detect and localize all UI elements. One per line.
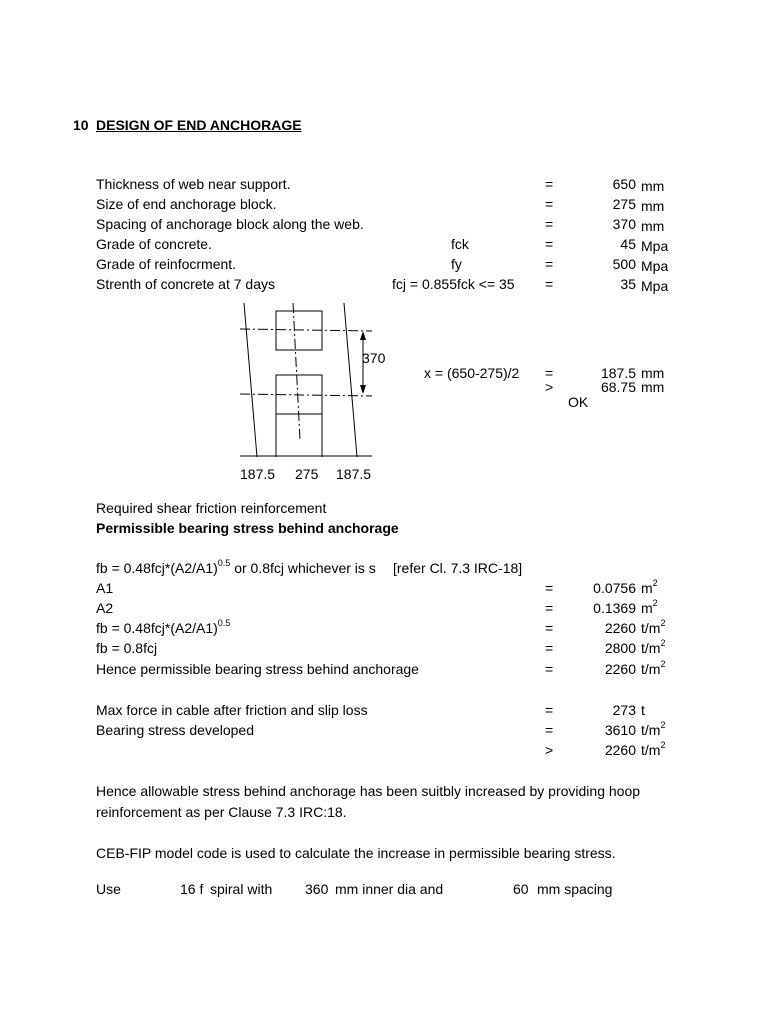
inner-dia-text: mm inner dia and — [335, 881, 444, 897]
param-value: 275 — [612, 196, 636, 212]
param-symbol: fck — [451, 236, 469, 252]
bearing-heading: Permissible bearing stress behind anchorage — [96, 520, 399, 536]
bearing-unit-base: m — [641, 580, 653, 596]
bearing-unit-exponent: 2 — [660, 638, 666, 649]
fb-formula — [96, 560, 376, 576]
paragraph-cebfip: CEB-FIP model code is used to calculate the increase in permissible bearing stress. — [96, 845, 616, 861]
bearing-label — [96, 620, 230, 636]
arrowhead-up-icon — [360, 331, 366, 340]
x-compare: > — [545, 379, 554, 395]
fb-formula-exponent: 0.5 — [217, 558, 231, 569]
bearing-eq: = — [545, 661, 554, 677]
bearing-label: A1 — [96, 580, 114, 596]
force-unit — [641, 722, 665, 738]
bearing-unit-base: t/m — [641, 661, 661, 677]
param-unit: Mpa — [641, 238, 669, 254]
bearing-unit-base: m — [641, 600, 653, 616]
spacing-text: mm spacing — [537, 881, 613, 897]
force-unit-exponent: 2 — [660, 740, 666, 751]
param-value: 500 — [612, 256, 636, 272]
bearing-label-exponent: 0.5 — [217, 618, 231, 629]
bearing-unit-base: t/m — [641, 640, 661, 656]
bearing-label: fb = 0.8fcj — [96, 640, 158, 656]
param-symbol: fcj = 0.855fck <= 35 — [392, 276, 515, 292]
x-unit: mm — [641, 365, 665, 381]
force-unit-base: t/m — [641, 722, 661, 738]
bearing-eq: = — [545, 580, 554, 596]
web-edge-left — [244, 303, 257, 457]
bearing-label: Hence permissible bearing stress behind anchorage — [96, 661, 419, 677]
param-value: 35 — [620, 276, 636, 292]
param-unit: Mpa — [641, 278, 669, 294]
force-unit — [641, 702, 645, 718]
bearing-label-text: fb = 0.48fcj*(A2/A1) — [96, 620, 218, 636]
dimension-right-label: 187.5 — [336, 466, 372, 482]
force-label: Max force in cable after friction and slip loss — [96, 702, 368, 718]
force-unit-base: t/m — [641, 742, 661, 758]
param-label: Thickness of web near support. — [96, 176, 291, 192]
fb-formula-part2: or 0.8fcj whichever is s — [230, 560, 376, 576]
force-eq: = — [545, 702, 554, 718]
bearing-unit — [641, 661, 665, 677]
force-unit-base: t — [641, 702, 645, 718]
force-eq: > — [545, 742, 554, 758]
inner-dia-value: 360 — [305, 881, 329, 897]
bearing-unit — [641, 580, 658, 596]
bearing-unit-base: t/m — [641, 620, 661, 636]
bearing-unit-exponent: 2 — [660, 659, 666, 670]
use-label: Use — [96, 881, 121, 897]
x-status: OK — [568, 394, 589, 410]
x-formula: x = (650-275)/2 — [424, 365, 520, 381]
bearing-unit-exponent: 2 — [652, 578, 658, 589]
spacing-dimension-label: 370 — [362, 350, 386, 366]
param-unit: mm — [641, 178, 665, 194]
bearing-value: 2260 — [604, 620, 636, 636]
param-eq: = — [545, 276, 554, 292]
bearing-value: 2800 — [604, 640, 636, 656]
dimension-mid-label: 275 — [295, 466, 319, 482]
bearing-eq: = — [545, 600, 554, 616]
param-value: 45 — [620, 236, 636, 252]
force-label: Bearing stress developed — [96, 722, 254, 738]
web-edge-right — [344, 303, 357, 457]
fb-formula-part1: fb = 0.48fcj*(A2/A1) — [96, 560, 218, 576]
force-value: 273 — [612, 702, 636, 718]
force-value: 2260 — [604, 742, 636, 758]
x-eq: = — [545, 365, 554, 381]
param-eq: = — [545, 236, 554, 252]
param-label: Spacing of anchorage block along the web. — [96, 216, 364, 232]
bearing-label: A2 — [96, 600, 114, 616]
force-eq: = — [545, 722, 554, 738]
bearing-value: 0.1369 — [593, 600, 636, 616]
param-label: Grade of reinfocrment. — [96, 256, 237, 272]
param-value: 370 — [612, 216, 636, 232]
bearing-value: 0.0756 — [593, 580, 636, 596]
param-unit: mm — [641, 198, 665, 214]
force-value: 3610 — [604, 722, 636, 738]
section-title: DESIGN OF END ANCHORAGE — [96, 117, 302, 133]
paragraph-hoop-line1: Hence allowable stress behind anchorage has been suitbly increased by providing hoop — [96, 783, 641, 799]
shear-friction-label: Required shear friction reinforcement — [96, 500, 327, 516]
param-eq: = — [545, 216, 554, 232]
param-eq: = — [545, 256, 554, 272]
bearing-unit — [641, 620, 665, 636]
bearing-unit — [641, 600, 658, 616]
dimension-left-label: 187.5 — [240, 466, 276, 482]
bearing-eq: = — [545, 640, 554, 656]
param-label: Size of end anchorage block. — [96, 196, 277, 212]
param-eq: = — [545, 196, 554, 212]
param-value: 650 — [612, 176, 636, 192]
force-unit — [641, 742, 665, 758]
block-axis-top — [240, 329, 372, 331]
bearing-unit-exponent: 2 — [660, 618, 666, 629]
web-centerline — [293, 303, 300, 440]
fb-reference: [refer Cl. 7.3 IRC-18] — [393, 560, 523, 576]
x-limit-unit: mm — [641, 379, 665, 395]
param-eq: = — [545, 176, 554, 192]
bearing-value: 2260 — [604, 661, 636, 677]
bearing-unit — [641, 640, 665, 656]
bearing-unit-exponent: 2 — [652, 598, 658, 609]
paragraph-hoop-line2: reinforcement as per Clause 7.3 IRC:18. — [96, 804, 347, 820]
param-unit: Mpa — [641, 258, 669, 274]
param-label: Grade of concrete. — [96, 236, 212, 252]
param-symbol: fy — [451, 256, 462, 272]
spiral-diameter: 16 f — [180, 881, 204, 897]
force-unit-exponent: 2 — [660, 720, 666, 731]
section-number: 10 — [73, 117, 89, 133]
arrowhead-down-icon — [360, 385, 366, 394]
x-limit: 68.75 — [600, 379, 636, 395]
x-value: 187.5 — [600, 365, 636, 381]
spiral-text: spiral with — [210, 881, 273, 897]
param-unit: mm — [641, 218, 665, 234]
spacing-value: 60 — [513, 881, 529, 897]
param-label: Strenth of concrete at 7 days — [96, 276, 275, 292]
bearing-eq: = — [545, 620, 554, 636]
